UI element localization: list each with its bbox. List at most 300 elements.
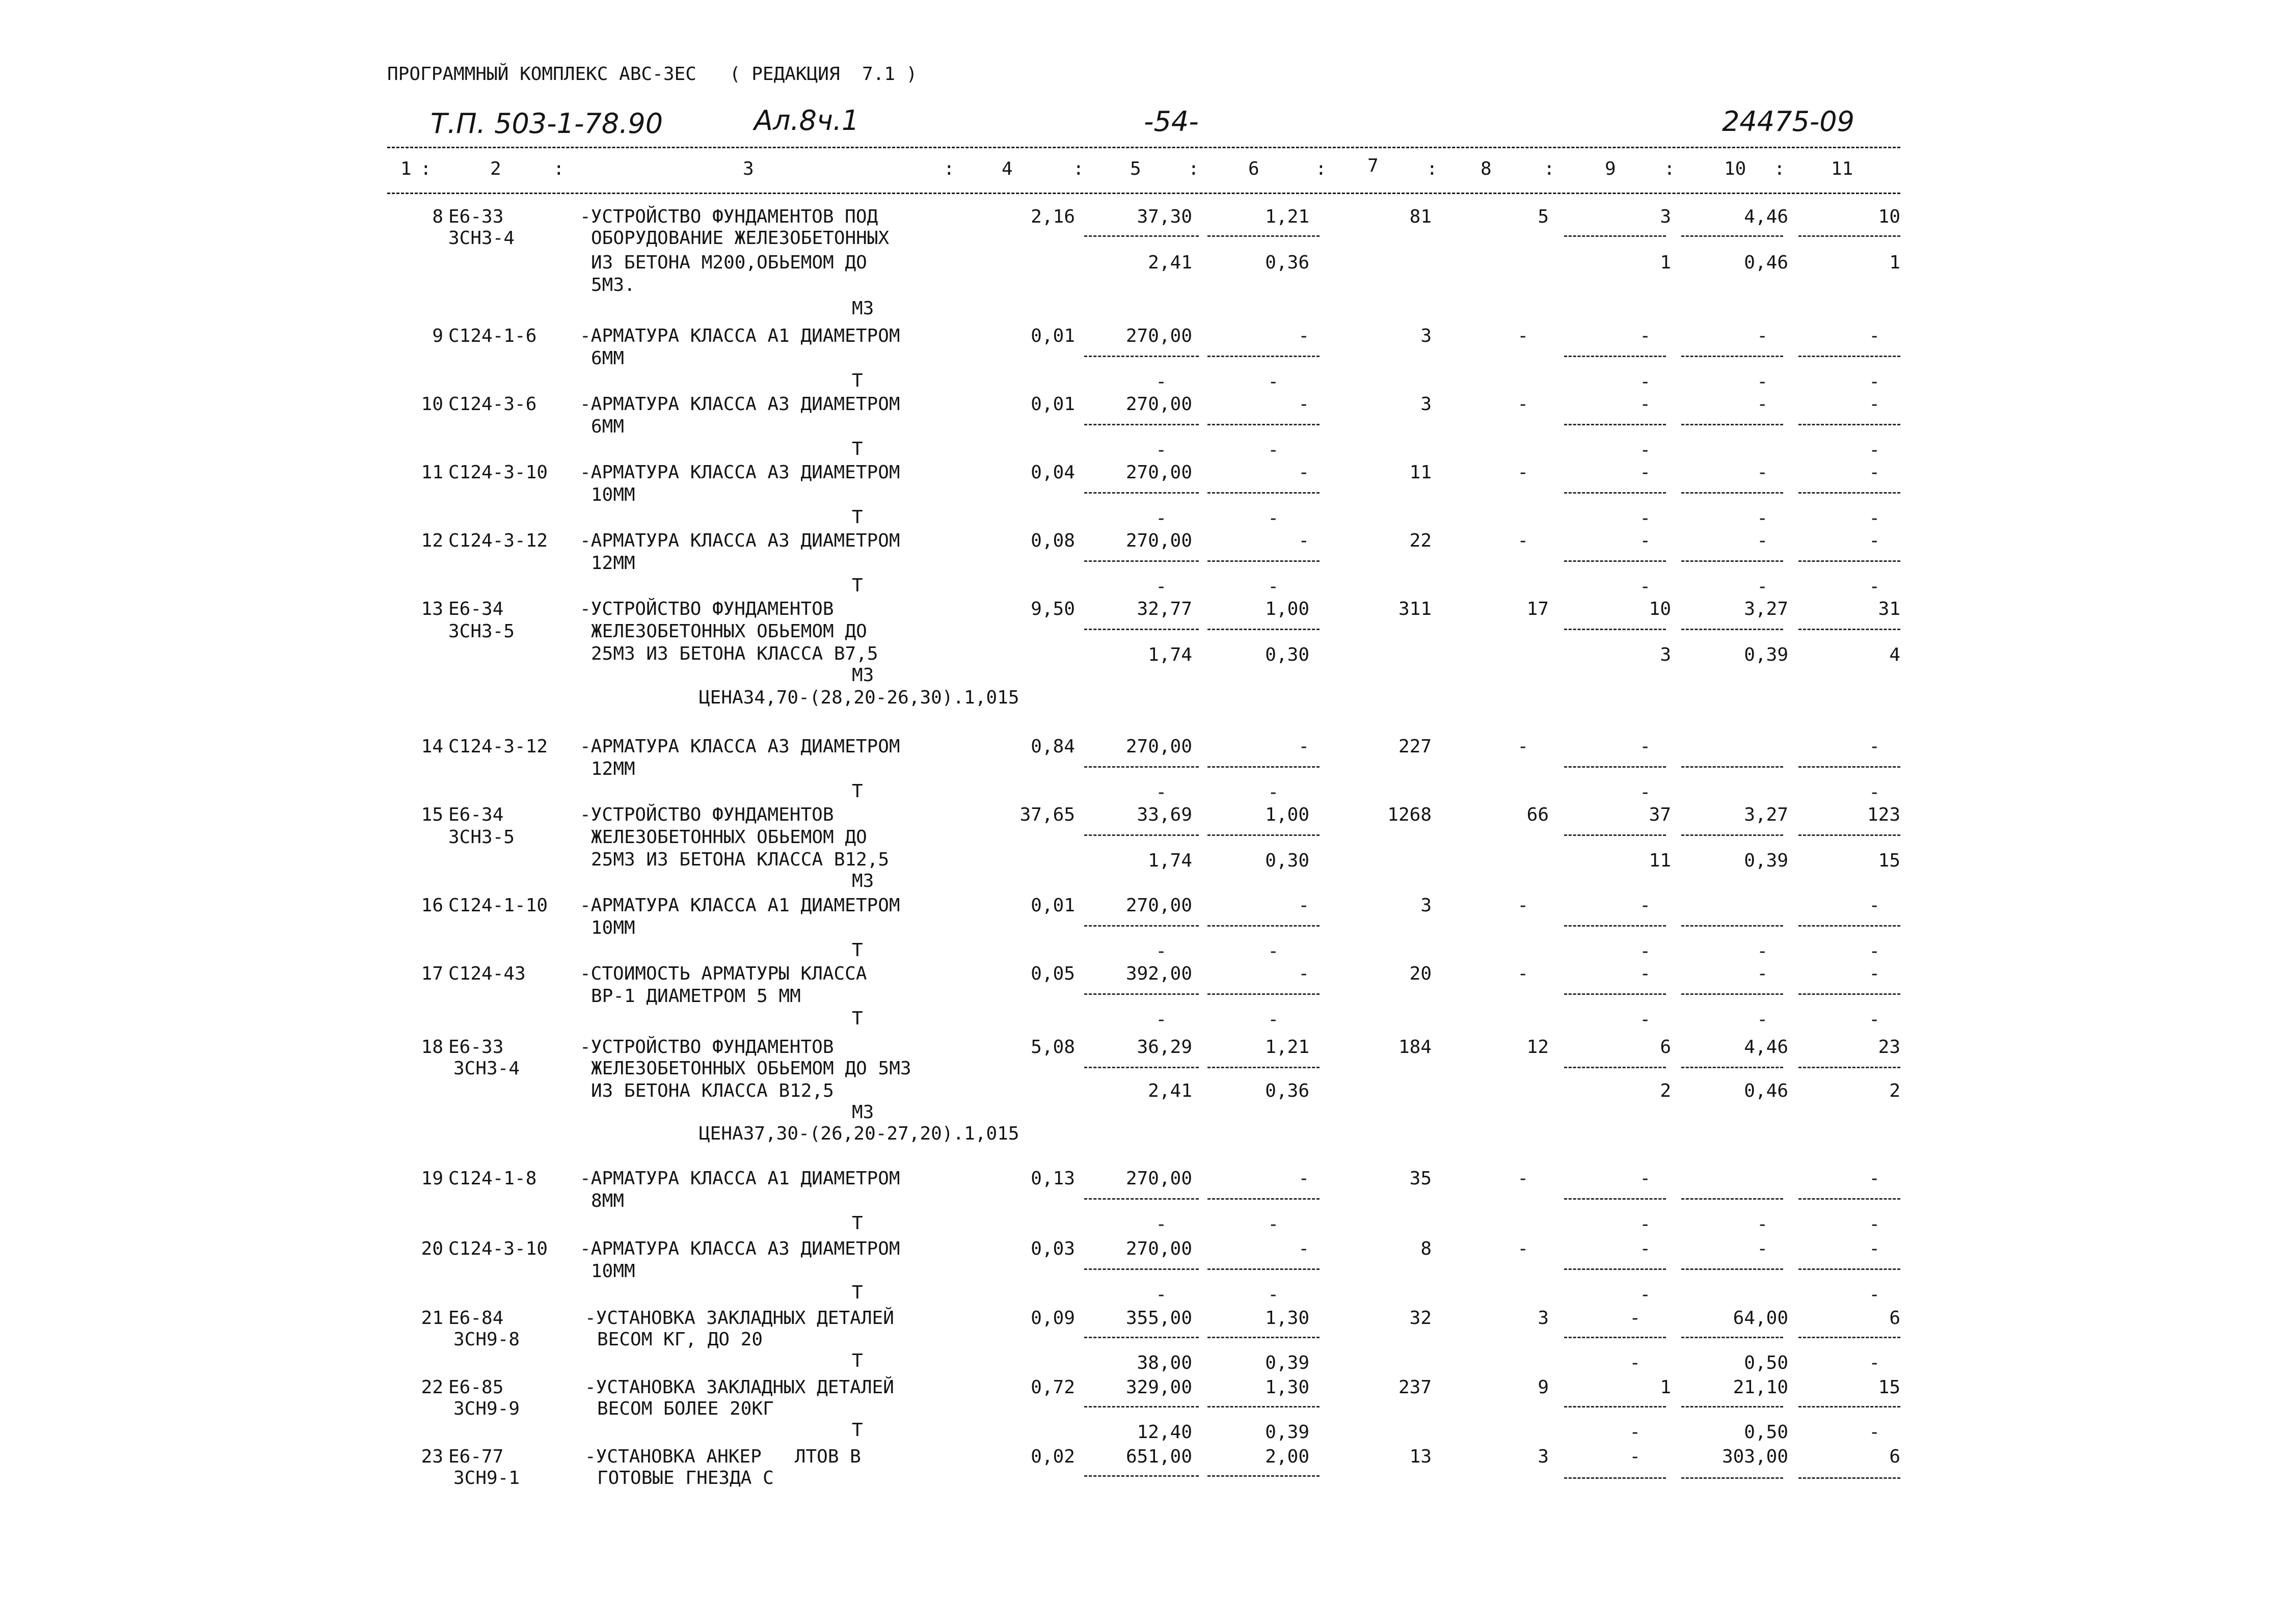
- sub-col10-value: 0,46: [1744, 1080, 1788, 1101]
- cell-divider: [1207, 235, 1320, 237]
- row-number: 23: [421, 1446, 443, 1467]
- unit-cost: 33,69: [1137, 804, 1192, 825]
- sub-unit-cost: -: [1155, 576, 1167, 597]
- rate-code: Е6-33: [448, 206, 504, 227]
- sub-col6-value: -: [1268, 440, 1279, 461]
- total-cost: 35: [1409, 1168, 1432, 1189]
- col10-value: -: [1757, 530, 1768, 551]
- page-number: -54-: [1144, 105, 1199, 138]
- row-number: 22: [421, 1377, 443, 1398]
- col9-value: 1: [1660, 1377, 1671, 1398]
- column-separator: :: [1774, 158, 1785, 179]
- row-number: 12: [421, 530, 443, 551]
- col10-value: 64,00: [1733, 1308, 1788, 1329]
- quantity: 5,08: [1031, 1037, 1075, 1058]
- col10-value: -: [1757, 394, 1768, 415]
- cell-divider: [1084, 560, 1199, 562]
- work-description: -АРМАТУРА КЛАССА А1 ДИАМЕТРОМ: [580, 1168, 900, 1189]
- sub-col6-value: 0,39: [1265, 1422, 1309, 1443]
- col10-value: -: [1757, 462, 1768, 483]
- work-description: -УСТАНОВКА АНКЕР ЛТОВ В: [585, 1446, 861, 1467]
- col10-value: 303,00: [1722, 1446, 1788, 1467]
- col10-value: 3,27: [1744, 599, 1788, 619]
- cell-divider: [1564, 766, 1666, 768]
- work-description: ЖЕЛЕЗОБЕТОННЫХ ОБЬЕМОМ ДО: [591, 827, 867, 848]
- rate-code: С124-3-10: [448, 1238, 548, 1259]
- total-cost: 3: [1420, 895, 1432, 916]
- unit-of-measure: М3: [852, 871, 874, 891]
- sub-col9-value: -: [1639, 371, 1651, 392]
- quantity: 0,13: [1031, 1168, 1075, 1189]
- cell-divider: [1084, 629, 1199, 630]
- cell-divider: [1207, 492, 1320, 494]
- column-separator: :: [553, 158, 564, 179]
- col10-value: 4,46: [1744, 1037, 1788, 1058]
- col8-value: 17: [1526, 599, 1549, 619]
- sub-col9-value: -: [1629, 1352, 1640, 1373]
- cell-divider: [1084, 834, 1199, 836]
- sub-unit-cost: -: [1155, 371, 1167, 392]
- work-description: -АРМАТУРА КЛАССА А3 ДИАМЕТРОМ: [580, 736, 900, 757]
- col9-value: 10: [1649, 599, 1671, 619]
- cell-divider: [1207, 424, 1320, 425]
- cell-divider: [1681, 424, 1783, 425]
- col11-value: -: [1869, 1168, 1880, 1189]
- work-description: -УСТРОЙСТВО ФУНДАМЕНТОВ: [580, 1037, 834, 1058]
- sub-col9-value: -: [1639, 508, 1651, 529]
- col8-value: 3: [1538, 1446, 1549, 1467]
- sub-col9-value: -: [1639, 941, 1651, 962]
- unit-of-measure: Т: [852, 781, 863, 802]
- work-description: ИЗ БЕТОНА М200,ОБЬЕМОМ ДО: [591, 252, 867, 273]
- table-top-rule: [387, 147, 1900, 148]
- col8-value: -: [1517, 394, 1528, 415]
- work-description: -УСТАНОВКА ЗАКЛАДНЫХ ДЕТАЛЕЙ: [585, 1377, 894, 1398]
- column-separator: :: [1188, 158, 1199, 179]
- column-number-4: 4: [1002, 158, 1013, 179]
- column-separator: :: [1544, 158, 1555, 179]
- cell-divider: [1084, 1475, 1199, 1477]
- col9-value: -: [1639, 462, 1651, 483]
- column-separator: :: [420, 158, 432, 179]
- sub-col6-value: 0,36: [1265, 1080, 1309, 1101]
- rate-code: С124-3-12: [448, 530, 548, 551]
- work-description: -УСТАНОВКА ЗАКЛАДНЫХ ДЕТАЛЕЙ: [585, 1308, 894, 1329]
- row-number: 13: [421, 599, 443, 619]
- cell-divider: [1564, 1067, 1666, 1068]
- sub-col10-value: -: [1757, 1214, 1768, 1235]
- col8-value: 66: [1526, 804, 1549, 825]
- cell-divider: [1207, 356, 1320, 357]
- unit-cost: 37,30: [1137, 206, 1192, 227]
- cell-divider: [1207, 925, 1320, 927]
- work-description: -АРМАТУРА КЛАССА А1 ДИАМЕТРОМ: [580, 326, 900, 346]
- unit-cost: 270,00: [1125, 736, 1192, 757]
- unit-of-measure: М3: [852, 665, 874, 686]
- col6-value: 2,00: [1265, 1446, 1309, 1467]
- column-number-11: 11: [1831, 158, 1853, 179]
- unit-cost: 32,77: [1137, 599, 1192, 619]
- col9-value: -: [1629, 1446, 1640, 1467]
- col8-value: 3: [1538, 1308, 1549, 1329]
- sub-col11-value: -: [1869, 371, 1880, 392]
- unit-cost: 651,00: [1125, 1446, 1192, 1467]
- row-number: 19: [421, 1168, 443, 1189]
- unit-cost: 270,00: [1125, 394, 1192, 415]
- cell-divider: [1798, 993, 1900, 995]
- sub-col6-value: 0,30: [1265, 850, 1309, 871]
- unit-of-measure: Т: [852, 439, 863, 459]
- sub-col6-value: -: [1268, 1214, 1279, 1235]
- row-number: 20: [421, 1238, 443, 1259]
- rate-code: С124-43: [448, 963, 526, 984]
- col10-value: -: [1757, 326, 1768, 346]
- sub-col10-value: 0,46: [1744, 252, 1788, 273]
- sub-unit-cost: 1,74: [1148, 644, 1192, 665]
- sub-col11-value: -: [1869, 440, 1880, 461]
- sub-col6-value: -: [1268, 508, 1279, 529]
- cell-divider: [1798, 356, 1900, 357]
- unit-cost: 270,00: [1125, 462, 1192, 483]
- col11-value: 31: [1878, 599, 1900, 619]
- cell-divider: [1564, 1477, 1666, 1479]
- col8-value: 5: [1538, 206, 1549, 227]
- cell-divider: [1681, 766, 1783, 768]
- cell-divider: [1681, 1067, 1783, 1068]
- quantity: 0,01: [1031, 326, 1075, 346]
- column-number-9: 9: [1605, 158, 1616, 179]
- col9-value: -: [1639, 895, 1651, 916]
- rate-code: С124-1-6: [448, 326, 537, 346]
- work-description: ГОТОВЫЕ ГНЕЗДА С: [597, 1468, 774, 1488]
- unit-cost: 329,00: [1125, 1377, 1192, 1398]
- total-cost: 32: [1409, 1308, 1432, 1329]
- sub-col10-value: -: [1757, 576, 1768, 597]
- rate-code: Е6-84: [448, 1308, 504, 1329]
- col10-value: 3,27: [1744, 804, 1788, 825]
- work-description: -УСТРОЙСТВО ФУНДАМЕНТОВ: [580, 599, 834, 619]
- sub-col9-value: -: [1629, 1422, 1640, 1443]
- work-description: -УСТРОЙСТВО ФУНДАМЕНТОВ ПОД: [580, 206, 878, 227]
- total-cost: 227: [1398, 736, 1432, 757]
- cell-divider: [1681, 1406, 1783, 1408]
- rate-code: Е6-85: [448, 1377, 504, 1398]
- cell-divider: [1564, 993, 1666, 995]
- col6-value: 1,30: [1265, 1377, 1309, 1398]
- work-description: -СТОИМОСТЬ АРМАТУРЫ КЛАССА: [580, 963, 867, 984]
- unit-of-measure: Т: [852, 507, 863, 528]
- work-description: -АРМАТУРА КЛАССА А1 ДИАМЕТРОМ: [580, 895, 900, 916]
- col10-value: -: [1757, 963, 1768, 984]
- sub-col11-value: 15: [1878, 850, 1900, 871]
- row-number: 15: [421, 804, 443, 825]
- work-description: -АРМАТУРА КЛАССА А3 ДИАМЕТРОМ: [580, 462, 900, 483]
- sub-col9-value: -: [1639, 782, 1651, 803]
- sub-unit-cost: 2,41: [1148, 1080, 1192, 1101]
- col10-value: -: [1757, 1238, 1768, 1259]
- total-cost: 3: [1420, 394, 1432, 415]
- col9-value: -: [1629, 1308, 1640, 1329]
- sub-col9-value: -: [1639, 1214, 1651, 1235]
- total-cost: 13: [1409, 1446, 1432, 1467]
- quantity: 0,05: [1031, 963, 1075, 984]
- column-separator: :: [944, 158, 955, 179]
- rate-code-secondary: ЗСНЗ-4: [448, 228, 515, 249]
- cell-divider: [1084, 925, 1199, 927]
- row-number: 17: [421, 963, 443, 984]
- cell-divider: [1084, 492, 1199, 494]
- work-description: ВЕСОМ БОЛЕЕ 20КГ: [597, 1398, 774, 1419]
- work-description: 8ММ: [591, 1190, 625, 1211]
- quantity: 2,16: [1031, 206, 1075, 227]
- quantity: 0,84: [1031, 736, 1075, 757]
- col11-value: -: [1869, 462, 1880, 483]
- unit-of-measure: Т: [852, 370, 863, 391]
- work-description: 5М3.: [591, 275, 635, 295]
- row-number: 11: [421, 462, 443, 483]
- rate-code-secondary: ЗСН9-9: [453, 1398, 520, 1419]
- cell-divider: [1564, 1337, 1666, 1338]
- sub-col11-value: -: [1869, 941, 1880, 962]
- quantity: 0,09: [1031, 1308, 1075, 1329]
- unit-of-measure: Т: [852, 575, 863, 596]
- unit-of-measure: Т: [852, 1008, 863, 1029]
- cell-divider: [1798, 766, 1900, 768]
- cell-divider: [1084, 1198, 1199, 1200]
- work-description: ВЕСОМ КГ, ДО 20: [597, 1329, 763, 1350]
- unit-cost: 270,00: [1125, 530, 1192, 551]
- work-description: -АРМАТУРА КЛАССА А3 ДИАМЕТРОМ: [580, 394, 900, 415]
- col6-value: 1,30: [1265, 1308, 1309, 1329]
- col9-value: -: [1639, 736, 1651, 757]
- sub-unit-cost: -: [1155, 941, 1167, 962]
- sub-col10-value: 0,50: [1744, 1422, 1788, 1443]
- cell-divider: [1798, 834, 1900, 836]
- sub-col9-value: -: [1639, 440, 1651, 461]
- cell-divider: [1207, 1268, 1320, 1270]
- sub-col6-value: 0,39: [1265, 1352, 1309, 1373]
- col11-value: -: [1869, 736, 1880, 757]
- cell-divider: [1084, 766, 1199, 768]
- cell-divider: [1681, 1198, 1783, 1200]
- col6-value: -: [1298, 462, 1309, 483]
- cell-divider: [1564, 560, 1666, 562]
- work-description: ИЗ БЕТОНА КЛАССА В12,5: [591, 1080, 834, 1101]
- cell-divider: [1681, 834, 1783, 836]
- sub-col6-value: 0,30: [1265, 644, 1309, 665]
- row-number: 9: [432, 326, 443, 346]
- rate-code-secondary: ЗСН9-1: [453, 1468, 520, 1488]
- quantity: 0,04: [1031, 462, 1075, 483]
- column-number-3: 3: [743, 158, 754, 179]
- sub-col11-value: -: [1869, 1422, 1880, 1443]
- price-formula: ЦЕНА34,70-(28,20-26,30).1,015: [699, 687, 1019, 708]
- col9-value: -: [1639, 1238, 1651, 1259]
- work-description: 6ММ: [591, 348, 625, 369]
- col11-value: 10: [1878, 206, 1900, 227]
- col8-value: -: [1517, 736, 1528, 757]
- col6-value: 1,21: [1265, 1037, 1309, 1058]
- cell-divider: [1681, 1477, 1783, 1479]
- total-cost: 184: [1398, 1037, 1432, 1058]
- col8-value: -: [1517, 1238, 1528, 1259]
- unit-of-measure: Т: [852, 1350, 863, 1371]
- cell-divider: [1207, 834, 1320, 836]
- sub-unit-cost: 38,00: [1137, 1352, 1192, 1373]
- col6-value: -: [1298, 1238, 1309, 1259]
- total-cost: 1268: [1387, 804, 1432, 825]
- col11-value: 6: [1889, 1308, 1900, 1329]
- sub-unit-cost: 1,74: [1148, 850, 1192, 871]
- sub-col10-value: 0,39: [1744, 644, 1788, 665]
- col11-value: -: [1869, 1238, 1880, 1259]
- cell-divider: [1084, 235, 1199, 237]
- sub-col9-value: -: [1639, 1009, 1651, 1030]
- cell-divider: [1084, 1406, 1199, 1408]
- cell-divider: [1798, 925, 1900, 927]
- cell-divider: [1564, 1268, 1666, 1270]
- column-number-7: 7: [1367, 155, 1379, 176]
- col11-value: 23: [1878, 1037, 1900, 1058]
- col8-value: -: [1517, 895, 1528, 916]
- work-description: 25М3 ИЗ БЕТОНА КЛАССА В12,5: [591, 849, 890, 870]
- rate-code: С124-3-12: [448, 736, 548, 757]
- work-description: 10ММ: [591, 484, 635, 505]
- sub-col10-value: 0,39: [1744, 850, 1788, 871]
- work-description: ЖЕЛЕЗОБЕТОННЫХ ОБЬЕМОМ ДО: [591, 621, 867, 642]
- sub-col6-value: 0,36: [1265, 252, 1309, 273]
- col8-value: -: [1517, 462, 1528, 483]
- cell-divider: [1084, 424, 1199, 425]
- program-title: ПРОГРАММНЫЙ КОМПЛЕКС АВС-ЗЕС ( РЕДАКЦИЯ 7.1 ): [387, 64, 918, 85]
- col10-value: 4,46: [1744, 206, 1788, 227]
- album-number: Ал.8ч.1: [754, 104, 859, 137]
- column-number-10: 10: [1724, 158, 1746, 179]
- cell-divider: [1681, 925, 1783, 927]
- sub-unit-cost: 12,40: [1137, 1422, 1192, 1443]
- column-number-6: 6: [1248, 158, 1259, 179]
- quantity: 9,50: [1031, 599, 1075, 619]
- cell-divider: [1084, 1337, 1199, 1338]
- row-number: 16: [421, 895, 443, 916]
- work-description: 12ММ: [591, 759, 635, 779]
- cell-divider: [1564, 492, 1666, 494]
- sub-col9-value: 3: [1660, 644, 1671, 665]
- sub-unit-cost: -: [1155, 508, 1167, 529]
- quantity: 0,03: [1031, 1238, 1075, 1259]
- sub-col6-value: -: [1268, 1284, 1279, 1305]
- sub-col9-value: -: [1639, 576, 1651, 597]
- unit-cost: 270,00: [1125, 895, 1192, 916]
- col11-value: 6: [1889, 1446, 1900, 1467]
- col11-value: -: [1869, 895, 1880, 916]
- sub-col11-value: -: [1869, 508, 1880, 529]
- sub-col11-value: 4: [1889, 644, 1900, 665]
- cell-divider: [1798, 1406, 1900, 1408]
- col11-value: 15: [1878, 1377, 1900, 1398]
- rate-code: С124-1-10: [448, 895, 548, 916]
- cell-divider: [1798, 1067, 1900, 1068]
- column-number-8: 8: [1481, 158, 1492, 179]
- unit-cost: 392,00: [1125, 963, 1192, 984]
- document-number: 24475-09: [1722, 105, 1854, 138]
- rate-code-secondary: ЗСНЗ-5: [448, 621, 515, 642]
- column-number-1: 1: [400, 158, 412, 179]
- unit-cost: 270,00: [1125, 326, 1192, 346]
- col9-value: 3: [1660, 206, 1671, 227]
- row-number: 18: [421, 1037, 443, 1058]
- rate-code: Е6-77: [448, 1446, 504, 1467]
- quantity: 0,72: [1031, 1377, 1075, 1398]
- col11-value: -: [1869, 530, 1880, 551]
- sub-col10-value: 0,50: [1744, 1352, 1788, 1373]
- col6-value: -: [1298, 394, 1309, 415]
- cell-divider: [1798, 1198, 1900, 1200]
- work-description: 25М3 ИЗ БЕТОНА КЛАССА В7,5: [591, 643, 878, 664]
- cell-divider: [1564, 629, 1666, 630]
- row-number: 8: [432, 206, 443, 227]
- cell-divider: [1207, 766, 1320, 768]
- row-number: 21: [421, 1308, 443, 1329]
- col9-value: 37: [1649, 804, 1671, 825]
- column-separator: :: [1427, 158, 1438, 179]
- cell-divider: [1681, 629, 1783, 630]
- col6-value: -: [1298, 736, 1309, 757]
- cell-divider: [1564, 235, 1666, 237]
- work-description: -УСТРОЙСТВО ФУНДАМЕНТОВ: [580, 804, 834, 825]
- rate-code: Е6-33: [448, 1037, 504, 1058]
- unit-cost: 270,00: [1125, 1238, 1192, 1259]
- work-description: 10ММ: [591, 917, 635, 938]
- column-number-2: 2: [490, 158, 501, 179]
- cell-divider: [1564, 834, 1666, 836]
- sub-col9-value: 1: [1660, 252, 1671, 273]
- cell-divider: [1084, 1268, 1199, 1270]
- sub-unit-cost: -: [1155, 1284, 1167, 1305]
- col11-value: -: [1869, 394, 1880, 415]
- cell-divider: [1798, 1477, 1900, 1479]
- sub-col10-value: -: [1757, 371, 1768, 392]
- cell-divider: [1207, 1067, 1320, 1068]
- column-separator: :: [1073, 158, 1084, 179]
- col8-value: 9: [1538, 1377, 1549, 1398]
- col11-value: 123: [1867, 804, 1900, 825]
- sub-col11-value: -: [1869, 1214, 1880, 1235]
- cell-divider: [1207, 560, 1320, 562]
- sub-col10-value: -: [1757, 1009, 1768, 1030]
- rate-code: Е6-34: [448, 804, 504, 825]
- total-cost: 22: [1409, 530, 1432, 551]
- col11-value: -: [1869, 326, 1880, 346]
- col6-value: 1,21: [1265, 206, 1309, 227]
- col9-value: 6: [1660, 1037, 1671, 1058]
- sub-col6-value: -: [1268, 782, 1279, 803]
- cell-divider: [1207, 1406, 1320, 1408]
- cell-divider: [1681, 356, 1783, 357]
- sub-unit-cost: 2,41: [1148, 252, 1192, 273]
- sub-col6-value: -: [1268, 371, 1279, 392]
- cell-divider: [1681, 492, 1783, 494]
- col9-value: -: [1639, 530, 1651, 551]
- sub-col6-value: -: [1268, 576, 1279, 597]
- row-number: 14: [421, 736, 443, 757]
- quantity: 37,65: [1019, 804, 1075, 825]
- cell-divider: [1207, 1337, 1320, 1338]
- cell-divider: [1564, 1198, 1666, 1200]
- work-description: ОБОРУДОВАНИЕ ЖЕЛЕЗОБЕТОННЫХ: [591, 228, 890, 249]
- cell-divider: [1681, 235, 1783, 237]
- col8-value: -: [1517, 963, 1528, 984]
